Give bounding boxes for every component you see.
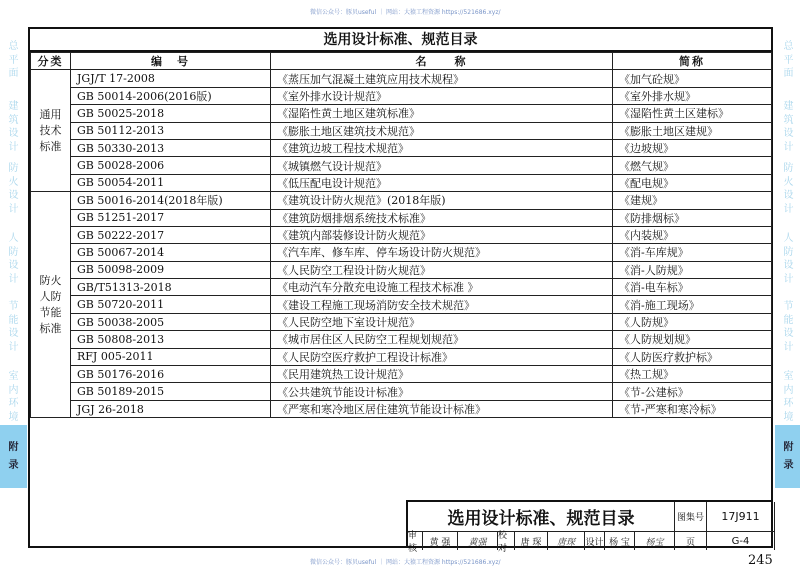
tab-char: 建 <box>783 101 794 112</box>
tab-char: 设 <box>8 260 19 271</box>
code-cell: GB 50067-2014 <box>71 244 271 261</box>
page-code: G-4 <box>707 532 775 550</box>
code-cell: RFJ 005-2011 <box>71 348 271 365</box>
tab-char: 火 <box>783 176 794 188</box>
table-row <box>31 348 772 365</box>
abbr-cell: 《燃气规》 <box>613 157 772 174</box>
name-cell: 《人民防空医疗救护工程设计标准》 <box>271 348 613 365</box>
tab-char: 火 <box>8 176 19 188</box>
section-tab[interactable] <box>0 40 27 81</box>
section-tab-appendix[interactable] <box>0 425 27 488</box>
tab-char: 设 <box>8 190 19 201</box>
section-tab[interactable] <box>775 232 800 286</box>
category-cell: 通用技术标准 <box>31 70 71 192</box>
tab-char: 室 <box>8 371 19 382</box>
code-cell: GB 51251-2017 <box>71 209 271 226</box>
tab-char: 节 <box>783 301 794 312</box>
code-cell: GB 50098-2009 <box>71 261 271 278</box>
title-block-title: 选用设计标准、规范目录 <box>408 502 675 532</box>
code-cell: GB 50189-2015 <box>71 383 271 400</box>
right-section-tabs <box>775 0 800 574</box>
category-cell: 防火人防节能标准 <box>31 192 71 418</box>
tab-char: 设 <box>8 128 19 139</box>
abbr-cell: 《节-严寒和寒冷标》 <box>613 400 772 417</box>
code-cell: GB 50028-2006 <box>71 157 271 174</box>
abbr-cell: 《人防医疗救护标》 <box>613 348 772 365</box>
table-row <box>31 209 772 226</box>
name-cell: 《城镇燃气设计规范》 <box>271 157 613 174</box>
tab-char: 计 <box>8 341 19 353</box>
code-cell: GB 50038-2005 <box>71 313 271 330</box>
code-cell: GB 50112-2013 <box>71 122 271 139</box>
tab-char: 总 <box>8 41 19 52</box>
name-cell: 《低压配电设计规范》 <box>271 174 613 191</box>
tab-char: 设 <box>783 328 794 339</box>
reviewer-signature: 黄强 <box>458 532 498 550</box>
tab-char: 计 <box>783 341 794 353</box>
check-label: 校对 <box>498 532 515 550</box>
header-abbr: 简称 <box>613 53 772 70</box>
abbr-cell: 《膨胀土地区建规》 <box>613 122 772 139</box>
section-tab[interactable] <box>775 100 800 154</box>
abbr-cell: 《加气砼规》 <box>613 70 772 87</box>
name-cell: 《严寒和寒冷地区居住建筑节能设计标准》 <box>271 400 613 417</box>
name-cell: 《人民防空地下室设计规范》 <box>271 313 613 330</box>
tab-char: 计 <box>8 273 19 285</box>
code-cell: GB 50014-2006(2016版) <box>71 87 271 104</box>
tab-char: 环 <box>8 398 19 409</box>
tab-char: 筑 <box>8 114 19 126</box>
designer-signature: 杨宝 <box>635 532 675 550</box>
design-label: 设计 <box>585 532 605 550</box>
standards-table <box>30 52 772 418</box>
reviewer-name: 黄 强 <box>423 532 458 550</box>
abbr-cell: 《人防规划规》 <box>613 331 772 348</box>
tab-char: 录 <box>783 459 794 471</box>
tab-char: 环 <box>783 398 794 409</box>
watermark-bottom: 微信公众号：豚贝useful ｜ 网站：大猿工程资源 https://521686.xyz/ <box>310 559 501 566</box>
section-tab-appendix[interactable] <box>775 425 800 488</box>
abbr-cell: 《建规》 <box>613 192 772 209</box>
code-cell: GB 50330-2013 <box>71 139 271 156</box>
table-row <box>31 366 772 383</box>
table-row <box>31 400 772 417</box>
name-cell: 《人民防空工程设计防火规范》 <box>271 261 613 278</box>
table-row <box>31 139 772 156</box>
name-cell: 《建筑防烟排烟系统技术标准》 <box>271 209 613 226</box>
code-cell: GB/T51313-2018 <box>71 279 271 296</box>
name-cell: 《公共建筑节能设计标准》 <box>271 383 613 400</box>
tab-char: 筑 <box>783 114 794 126</box>
tab-char: 设 <box>783 128 794 139</box>
table-row <box>31 87 772 104</box>
abbr-cell: 《消-电车标》 <box>613 279 772 296</box>
code-cell: GB 50720-2011 <box>71 296 271 313</box>
table-row <box>31 226 772 243</box>
code-cell: JGJ 26-2018 <box>71 400 271 417</box>
tab-char: 内 <box>8 384 19 396</box>
table-row <box>31 192 772 209</box>
name-cell: 《建设工程施工现场消防安全技术规范》 <box>271 296 613 313</box>
tab-char: 面 <box>8 68 19 79</box>
table-header-row <box>31 53 772 70</box>
section-tab[interactable] <box>0 162 27 216</box>
header-category: 分类 <box>31 53 71 70</box>
table-row <box>31 313 772 330</box>
tab-char: 防 <box>8 246 19 258</box>
code-cell: GB 50222-2017 <box>71 226 271 243</box>
table-row <box>31 331 772 348</box>
tab-char: 防 <box>783 246 794 258</box>
table-row <box>31 261 772 278</box>
section-tab[interactable] <box>0 232 27 286</box>
tab-char: 计 <box>8 203 19 215</box>
header-code: 编 号 <box>71 53 271 70</box>
name-cell: 《建筑设计防火规范》(2018年版) <box>271 192 613 209</box>
drawing-frame <box>28 27 773 554</box>
table-row <box>31 296 772 313</box>
review-label: 审核 <box>408 532 423 550</box>
tab-char: 录 <box>8 459 19 471</box>
tab-char: 设 <box>783 190 794 201</box>
tab-char: 防 <box>8 163 19 174</box>
code-cell: GB 50054-2011 <box>71 174 271 191</box>
page-label: 页 <box>675 532 707 550</box>
name-cell: 《城市居住区人民防空工程规划规范》 <box>271 331 613 348</box>
tab-char: 建 <box>8 101 19 112</box>
table-row <box>31 244 772 261</box>
tab-char: 设 <box>783 260 794 271</box>
section-tab[interactable] <box>0 300 27 354</box>
table-row <box>31 157 772 174</box>
code-cell: GB 50016-2014(2018年版) <box>71 192 271 209</box>
tab-char: 附 <box>783 441 794 453</box>
table-row <box>31 383 772 400</box>
tab-char: 计 <box>783 273 794 285</box>
tab-char: 防 <box>783 163 794 174</box>
name-cell: 《民用建筑热工设计规范》 <box>271 366 613 383</box>
section-tab[interactable] <box>0 370 27 424</box>
tab-char: 人 <box>783 233 794 244</box>
section-tab[interactable] <box>775 370 800 424</box>
tab-char: 计 <box>783 141 794 153</box>
table-row <box>31 122 772 139</box>
tab-char: 附 <box>8 441 19 453</box>
name-cell: 《室外排水设计规范》 <box>271 87 613 104</box>
abbr-cell: 《湿陷性黄土区建标》 <box>613 105 772 122</box>
table-row <box>31 105 772 122</box>
abbr-cell: 《消-人防规》 <box>613 261 772 278</box>
watermark-top: 微信公众号：豚贝useful ｜ 网站：大猿工程资源 https://521686.xyz/ <box>310 9 501 16</box>
table-row <box>31 70 772 87</box>
code-cell: GB 50808-2013 <box>71 331 271 348</box>
tab-char: 总 <box>783 41 794 52</box>
left-section-tabs <box>0 0 27 574</box>
abbr-cell: 《热工规》 <box>613 366 772 383</box>
section-tab[interactable] <box>775 40 800 81</box>
abbr-cell: 《节-公建标》 <box>613 383 772 400</box>
name-cell: 《湿陷性黄土地区建筑标准》 <box>271 105 613 122</box>
name-cell: 《建筑内部装修设计防火规范》 <box>271 226 613 243</box>
tab-char: 计 <box>8 141 19 153</box>
table-row <box>31 174 772 191</box>
tab-char: 节 <box>8 301 19 312</box>
abbr-cell: 《防排烟标》 <box>613 209 772 226</box>
name-cell: 《汽车库、修车库、停车场设计防火规范》 <box>271 244 613 261</box>
abbr-cell: 《消-施工现场》 <box>613 296 772 313</box>
tab-char: 能 <box>8 314 19 326</box>
page-number: 245 <box>748 553 773 568</box>
tab-char: 设 <box>8 328 19 339</box>
section-tab[interactable] <box>775 162 800 216</box>
header-name: 名 称 <box>271 53 613 70</box>
checker-name: 唐 琛 <box>515 532 548 550</box>
table-row <box>31 279 772 296</box>
tab-char: 境 <box>8 411 19 423</box>
code-cell: GB 50025-2018 <box>71 105 271 122</box>
name-cell: 《电动汽车分散充电设施工程技术标准 》 <box>271 279 613 296</box>
tab-char: 计 <box>783 203 794 215</box>
tab-char: 人 <box>8 233 19 244</box>
abbr-cell: 《室外排水规》 <box>613 87 772 104</box>
section-tab[interactable] <box>0 100 27 154</box>
name-cell: 《蒸压加气混凝土建筑应用技术规程》 <box>271 70 613 87</box>
table-title: 选用设计标准、规范目录 <box>30 29 771 52</box>
tab-char: 能 <box>783 314 794 326</box>
abbr-cell: 《内装规》 <box>613 226 772 243</box>
tab-char: 平 <box>783 54 794 66</box>
abbr-cell: 《人防规》 <box>613 313 772 330</box>
tab-char: 境 <box>783 411 794 423</box>
tab-char: 内 <box>783 384 794 396</box>
code-cell: GB 50176-2016 <box>71 366 271 383</box>
checker-signature: 唐琛 <box>548 532 585 550</box>
code-cell: JGJ/T 17-2008 <box>71 70 271 87</box>
designer-name: 杨 宝 <box>605 532 635 550</box>
name-cell: 《建筑边坡工程技术规范》 <box>271 139 613 156</box>
tab-char: 室 <box>783 371 794 382</box>
name-cell: 《膨胀土地区建筑技术规范》 <box>271 122 613 139</box>
tab-char: 面 <box>783 68 794 79</box>
abbr-cell: 《边坡规》 <box>613 139 772 156</box>
atlas-number: 17J911 <box>707 502 775 532</box>
section-tab[interactable] <box>775 300 800 354</box>
tab-char: 平 <box>8 54 19 66</box>
title-block <box>406 500 773 554</box>
atlas-label: 图集号 <box>675 502 707 532</box>
abbr-cell: 《配电规》 <box>613 174 772 191</box>
abbr-cell: 《消-车库规》 <box>613 244 772 261</box>
